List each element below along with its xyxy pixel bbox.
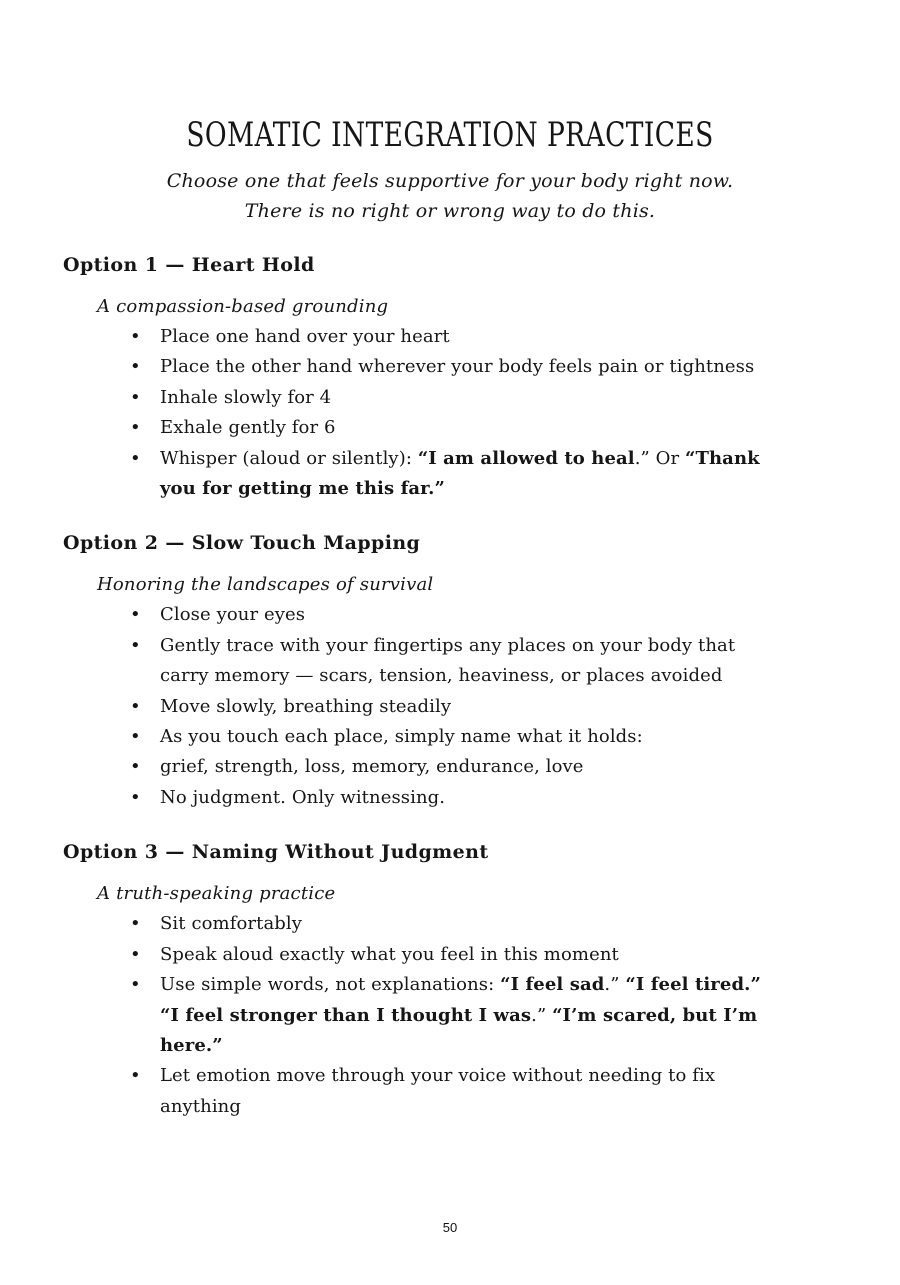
list-item [160, 444, 766, 505]
text-run-bold: “Thank you for getting me this far.” [160, 447, 760, 500]
list-item [160, 692, 766, 722]
text-run: Use simple words, not explanations: [160, 974, 501, 996]
list-item [160, 940, 766, 970]
text-run-bold: “I feel tired.” [625, 974, 761, 996]
text-run-bold: “I am allowed to heal [417, 447, 635, 469]
text-run: Let emotion move through your voice without needing to fix anything [160, 1065, 716, 1117]
option-3-heading: Option 3 — Naming Without Judgment [63, 841, 489, 864]
text-run: Place the other hand wherever your body feels pain or tightness [160, 356, 755, 378]
text-run: Speak aloud exactly what you feel in this moment [160, 943, 619, 965]
option-2-heading: Option 2 — Slow Touch Mapping [63, 532, 421, 555]
text-run: Whisper (aloud or silently): [160, 447, 418, 469]
text-run: Move slowly, breathing steadily [160, 695, 452, 717]
text-run: As you touch each place, simply name what it holds: [160, 726, 643, 748]
page-title-text: SOMATIC INTEGRATION PRACTICES [186, 115, 714, 155]
document-content [0, 252, 900, 1122]
text-run: Gently trace with your fingertips any places on your body that carry memory — scars, tension, heaviness, or places avoided [160, 634, 736, 687]
page-number: 50 [442, 1220, 458, 1235]
text-run: .” [604, 974, 626, 996]
list-item [160, 970, 766, 1061]
list-item [160, 631, 766, 692]
text-run: Exhale gently for 6 [160, 417, 336, 439]
option-1-lead: A compassion-based grounding [97, 296, 389, 317]
list-item [160, 413, 766, 443]
page-title [0, 116, 900, 154]
list-item [160, 783, 766, 813]
option-3-bullet-list [63, 909, 837, 1122]
text-run: .” Or [634, 447, 686, 469]
text-run-bold: “I’m scared, but I’m here.” [160, 1004, 758, 1056]
option-3-lead: A truth-speaking practice [97, 883, 336, 905]
option-2-bullet-list [63, 600, 837, 813]
text-run: .” [531, 1004, 553, 1026]
subtitle [0, 166, 900, 226]
text-run-bold: “I feel sad [500, 974, 605, 996]
subtitle-line-2: There is no right or wrong way to do this. [244, 200, 656, 222]
subtitle-line-1: Choose one that feels supportive for your body right now. [166, 170, 734, 192]
list-item [160, 722, 766, 752]
list-item [160, 352, 766, 382]
option-1-heading: Option 1 — Heart Hold [63, 254, 315, 276]
list-item [160, 383, 766, 413]
text-run: Place one hand over your heart [160, 326, 450, 347]
list-item [160, 1061, 766, 1122]
option-1-bullet-list [63, 322, 837, 504]
text-run: Inhale slowly for 4 [160, 386, 332, 408]
option-2-lead: Honoring the landscapes of survival [97, 574, 434, 596]
text-run: Sit comfortably [160, 913, 303, 935]
text-run: grief, strength, loss, memory, endurance, love [160, 756, 584, 778]
text-run: Close your eyes [160, 604, 306, 626]
list-item [160, 909, 766, 939]
list-item [160, 322, 766, 352]
list-item [160, 752, 766, 782]
text-run-bold: “I feel stronger than I thought I was [160, 1004, 532, 1026]
text-run: No judgment. Only witnessing. [160, 786, 446, 808]
list-item [160, 600, 766, 630]
